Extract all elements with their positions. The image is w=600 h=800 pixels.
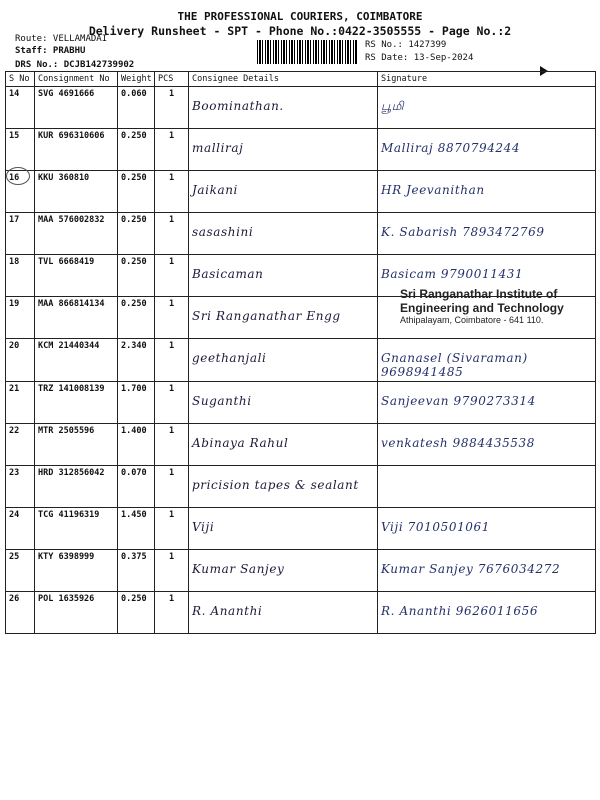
consignee-cell <box>189 87 378 129</box>
handwritten-consignee: sasashini <box>192 225 254 239</box>
sno-cell: 23 <box>6 466 35 508</box>
pcs-cell: 1 <box>155 508 189 550</box>
pcs-cell: 1 <box>155 87 189 129</box>
pcs-cell: 1 <box>155 129 189 171</box>
pcs-cell: 1 <box>155 255 189 297</box>
consignee-cell <box>189 339 378 382</box>
sno-cell: 24 <box>6 508 35 550</box>
consignment-cell: KKU 360810 <box>35 171 118 213</box>
consignee-cell <box>189 171 378 213</box>
sno-cell: 25 <box>6 550 35 592</box>
rs-date: RS Date: 13-Sep-2024 <box>365 53 474 63</box>
weight-cell: 1.450 <box>118 508 155 550</box>
table-row <box>6 339 596 382</box>
handwritten-signature: Viji 7010501061 <box>381 520 491 534</box>
handwritten-consignee: Boominathan. <box>192 99 284 113</box>
consignment-cell: TRZ 141008139 <box>35 382 118 424</box>
signature-cell <box>378 171 596 213</box>
col-weight: Weight <box>118 72 155 87</box>
weight-cell: 2.340 <box>118 339 155 382</box>
weight-cell: 0.070 <box>118 466 155 508</box>
pcs-cell: 1 <box>155 550 189 592</box>
sno-cell: 21 <box>6 382 35 424</box>
table-row <box>6 550 596 592</box>
consignee-cell <box>189 213 378 255</box>
pcs-cell: 1 <box>155 424 189 466</box>
consignment-cell: MAA 576002832 <box>35 213 118 255</box>
consignment-cell: KUR 696310606 <box>35 129 118 171</box>
consignee-cell <box>189 255 378 297</box>
handwritten-consignee: Sri Ranganathar Engg <box>192 309 341 323</box>
table-row <box>6 171 596 213</box>
pcs-cell: 1 <box>155 466 189 508</box>
sno-cell: 14 <box>6 87 35 129</box>
weight-cell: 0.250 <box>118 297 155 339</box>
signature-cell <box>378 424 596 466</box>
table-row <box>6 382 596 424</box>
handwritten-signature: R. Ananthi 9626011656 <box>381 604 539 618</box>
handwritten-signature: K. Sabarish 7893472769 <box>381 225 545 239</box>
col-signature: Signature <box>378 72 596 87</box>
weight-cell: 0.250 <box>118 213 155 255</box>
consignment-cell: POL 1635926 <box>35 592 118 634</box>
handwritten-signature: HR Jeevanithan <box>381 183 485 197</box>
company-title: THE PROFESSIONAL COURIERS, COIMBATORE <box>177 10 423 23</box>
sno-cell: 20 <box>6 339 35 382</box>
handwritten-consignee: pricision tapes & sealant <box>192 478 359 492</box>
consignment-cell: SVG 4691666 <box>35 87 118 129</box>
consignee-cell <box>189 297 378 339</box>
drs-number: DRS No.: DCJB142739902 <box>15 60 135 70</box>
signature-cell <box>378 213 596 255</box>
weight-cell: 0.375 <box>118 550 155 592</box>
consignee-cell <box>189 466 378 508</box>
signature-cell <box>378 550 596 592</box>
handwritten-consignee: Abinaya Rahul <box>192 436 289 450</box>
table-row <box>6 508 596 550</box>
table-row <box>6 424 596 466</box>
pcs-cell: 1 <box>155 297 189 339</box>
consignment-cell: MTR 2505596 <box>35 424 118 466</box>
col-pcs: PCS <box>155 72 189 87</box>
weight-cell: 1.400 <box>118 424 155 466</box>
signature-cell <box>378 508 596 550</box>
weight-cell: 0.250 <box>118 129 155 171</box>
weight-cell: 0.250 <box>118 592 155 634</box>
weight-cell: 0.060 <box>118 87 155 129</box>
pcs-cell: 1 <box>155 213 189 255</box>
consignee-cell <box>189 382 378 424</box>
runsheet-table <box>5 71 596 634</box>
col-consignment: Consignment No <box>35 72 118 87</box>
handwritten-signature: Sanjeevan 9790273314 <box>381 394 536 408</box>
handwritten-consignee: malliraj <box>192 141 244 155</box>
consignment-cell: MAA 866814134 <box>35 297 118 339</box>
table-row <box>6 129 596 171</box>
pcs-cell: 1 <box>155 339 189 382</box>
signature-cell <box>378 339 596 382</box>
sno-cell: 19 <box>6 297 35 339</box>
handwritten-consignee: geethanjali <box>192 351 267 365</box>
sno-cell: 17 <box>6 213 35 255</box>
signature-cell <box>378 382 596 424</box>
stamp-line-1: Sri Ranganathar Institute of <box>400 287 558 301</box>
consignment-cell: TVL 6668419 <box>35 255 118 297</box>
weight-cell: 1.700 <box>118 382 155 424</box>
weight-cell: 0.250 <box>118 171 155 213</box>
signature-cell <box>378 129 596 171</box>
barcode <box>257 40 357 64</box>
pcs-cell: 1 <box>155 382 189 424</box>
sno-cell: 15 <box>6 129 35 171</box>
row-circle-mark <box>6 167 30 185</box>
handwritten-signature: venkatesh 9884435538 <box>381 436 536 450</box>
col-sno: S No <box>6 72 35 87</box>
table-row <box>6 213 596 255</box>
consignment-cell: TCG 41196319 <box>35 508 118 550</box>
handwritten-signature: Malliraj 8870794244 <box>381 141 521 155</box>
consignment-cell: KCM 21440344 <box>35 339 118 382</box>
col-consignee: Consignee Details <box>189 72 378 87</box>
handwritten-signature: பூமி <box>381 99 405 113</box>
rs-number: RS No.: 1427399 <box>365 40 447 50</box>
weight-cell: 0.250 <box>118 255 155 297</box>
signature-cell <box>378 87 596 129</box>
consignee-cell <box>189 592 378 634</box>
consignee-cell <box>189 550 378 592</box>
runsheet-subtitle: Delivery Runsheet - SPT - Phone No.:0422-3505555 - Page No.:2 <box>88 24 512 38</box>
handwritten-consignee: Jaikani <box>192 183 238 197</box>
pcs-cell: 1 <box>155 171 189 213</box>
institute-stamp <box>400 287 590 325</box>
consignment-cell: KTY 6398999 <box>35 550 118 592</box>
table-header-row <box>6 72 596 87</box>
signature-cell <box>378 592 596 634</box>
stamp-line-3: Athipalayam, Coimbatore - 641 110. <box>400 315 544 325</box>
sno-cell: 18 <box>6 255 35 297</box>
consignee-cell <box>189 508 378 550</box>
sno-cell: 16 <box>6 171 35 213</box>
table-row <box>6 466 596 508</box>
stamp-line-2: Engineering and Technology <box>400 301 564 315</box>
handwritten-signature: Gnanasel (Sivaraman) 9698941485 <box>381 351 528 379</box>
staff-label: Staff: PRABHU <box>15 46 86 56</box>
table-row <box>6 87 596 129</box>
route-label: Route: VELLAMADAI <box>15 34 108 44</box>
handwritten-signature: Basicam 9790011431 <box>381 267 524 281</box>
handwritten-consignee: Basicaman <box>192 267 264 281</box>
consignment-cell: HRD 312856042 <box>35 466 118 508</box>
consignee-cell <box>189 129 378 171</box>
handwritten-consignee: R. Ananthi <box>192 604 263 618</box>
sno-cell: 26 <box>6 592 35 634</box>
table-row <box>6 592 596 634</box>
pcs-cell: 1 <box>155 592 189 634</box>
handwritten-consignee: Viji <box>192 520 215 534</box>
signature-cell <box>378 466 596 508</box>
handwritten-consignee: Kumar Sanjey <box>192 562 285 576</box>
handwritten-signature: Kumar Sanjey 7676034272 <box>381 562 561 576</box>
handwritten-consignee: Suganthi <box>192 394 252 408</box>
consignee-cell <box>189 424 378 466</box>
sno-cell: 22 <box>6 424 35 466</box>
